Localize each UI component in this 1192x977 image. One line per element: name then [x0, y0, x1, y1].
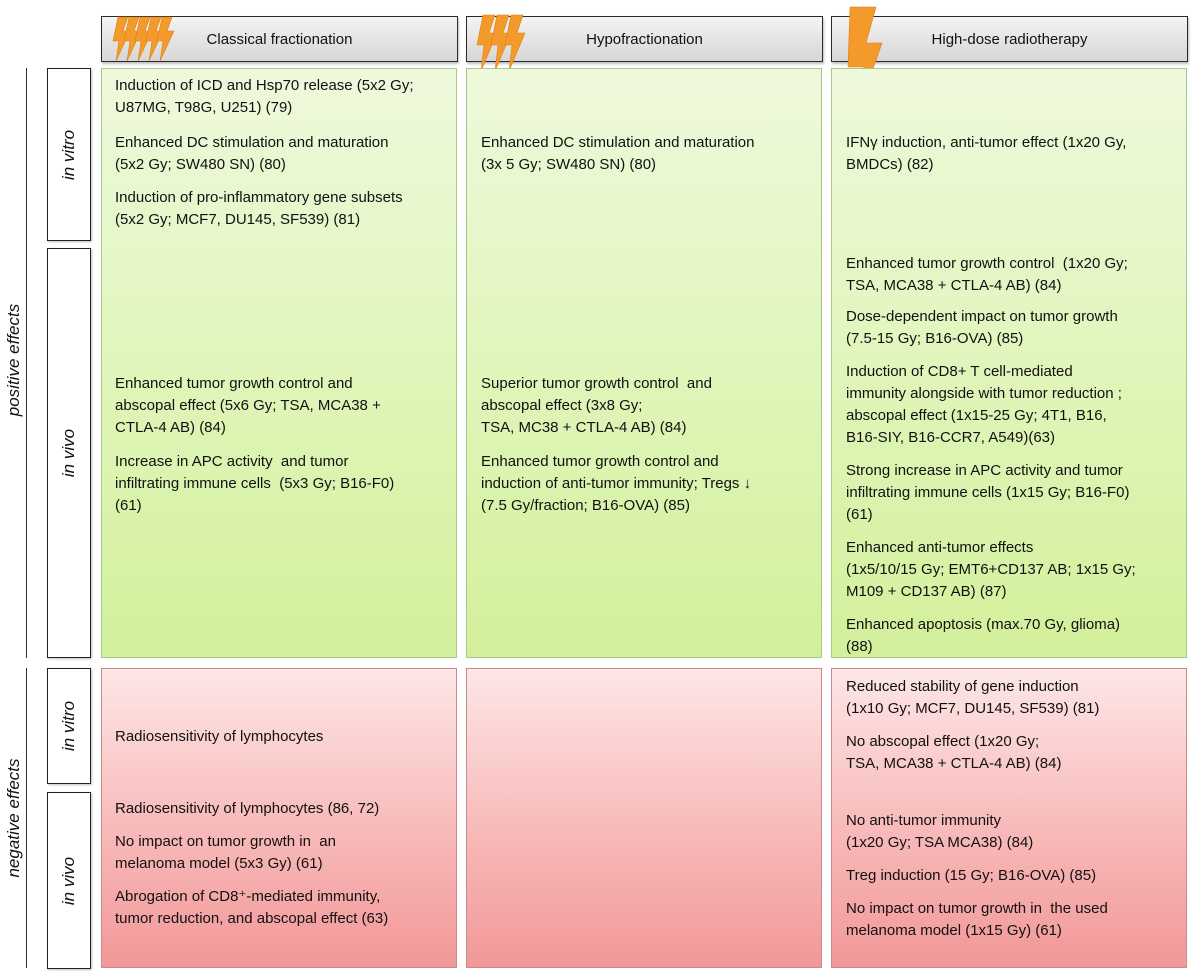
- subrow-label-negative-in-vitro: in vitro: [47, 668, 91, 784]
- lightning-bolts-icon: [106, 15, 186, 65]
- finding-item: Treg induction (15 Gy; B16-OVA) (85): [846, 867, 1097, 884]
- finding-item: Induction of pro-inflammatory gene subsets (5x2 Gy; MCF7, DU145, SF539) (81): [115, 189, 403, 228]
- finding-item: Increase in APC activity and tumor infiltrating immune cells (5x3 Gy; B16-F0) (61): [115, 453, 395, 514]
- finding-item: Enhanced apoptosis (max.70 Gy, glioma) (88): [846, 616, 1121, 655]
- finding-item: No abscopal effect (1x20 Gy; TSA, MCA38 + CTLA-4 AB) (84): [846, 733, 1062, 772]
- subrow-label-positive-in-vitro: in vitro: [47, 68, 91, 241]
- finding-item: No impact on tumor growth in the used melanoma model (1x15 Gy) (61): [846, 900, 1108, 939]
- finding-item: Dose-dependent impact on tumor growth (7.5-15 Gy; B16-OVA) (85): [846, 308, 1118, 347]
- positive-effects-bracket: [26, 68, 27, 658]
- finding-item: No anti-tumor immunity (1x20 Gy; TSA MCA38) (84): [846, 812, 1034, 851]
- subrow-label-positive-in-vivo: in vivo: [47, 248, 91, 658]
- finding-item: No impact on tumor growth in an melanoma model (5x3 Gy) (61): [115, 833, 336, 872]
- column-header-label: Hypofractionation: [586, 30, 703, 48]
- finding-item: Enhanced tumor growth control and induction of anti-tumor immunity; Tregs ↓ (7.5 Gy/fraction; B16-OVA) (85): [481, 453, 752, 514]
- finding-item: Induction of CD8+ T cell-mediated immunity alongside with tumor reduction ; abscopal effect (1x15-25 Gy; 4T1, B16, B16-SIY, B16-CCR7, A549)(63): [846, 363, 1122, 446]
- finding-item: Induction of ICD and Hsp70 release (5x2 Gy; U87MG, T98G, U251) (79): [115, 77, 414, 116]
- positive-effects-label: positive effects: [4, 303, 23, 417]
- cell-negative-hypofractionation: [466, 668, 822, 968]
- negative-effects-bracket: [26, 668, 27, 968]
- subrow-label-negative-in-vivo: in vivo: [47, 792, 91, 969]
- column-header-high-dose: [831, 16, 1188, 62]
- finding-item: Enhanced anti-tumor effects (1x5/10/15 Gy; EMT6+CD137 AB; 1x15 Gy; M109 + CD137 AB) (87): [846, 539, 1136, 600]
- column-header-label: High-dose radiotherapy: [931, 30, 1088, 48]
- finding-item: Enhanced DC stimulation and maturation (5x2 Gy; SW480 SN) (80): [115, 134, 389, 173]
- finding-item: Enhanced DC stimulation and maturation (3x 5 Gy; SW480 SN) (80): [481, 134, 755, 173]
- column-header-label: Classical fractionation: [206, 30, 353, 48]
- finding-item: Radiosensitivity of lymphocytes (86, 72): [115, 800, 380, 817]
- lightning-bolts-icon: [473, 13, 533, 73]
- negative-effects-label: negative effects: [4, 758, 23, 878]
- finding-item: Enhanced tumor growth control (1x20 Gy; TSA, MCA38 + CTLA-4 AB) (84): [846, 255, 1128, 294]
- finding-item: Strong increase in APC activity and tumor infiltrating immune cells (1x15 Gy; B16-F0) (61): [846, 462, 1130, 523]
- finding-item: IFNγ induction, anti-tumor effect (1x20 Gy, BMDCs) (82): [846, 134, 1127, 173]
- finding-item: Superior tumor growth control and abscopal effect (3x8 Gy; TSA, MC38 + CTLA-4 AB) (84): [481, 375, 712, 436]
- column-header-classical: [101, 16, 458, 62]
- finding-item: Radiosensitivity of lymphocytes: [115, 728, 324, 745]
- column-header-hypofractionation: [466, 16, 823, 62]
- finding-item: Reduced stability of gene induction (1x10 Gy; MCF7, DU145, SF539) (81): [846, 678, 1100, 717]
- finding-item: Enhanced tumor growth control and abscopal effect (5x6 Gy; TSA, MCA38 + CTLA-4 AB) (84): [115, 375, 381, 436]
- finding-item: Abrogation of CD8⁺-mediated immunity, tumor reduction, and abscopal effect (63): [115, 888, 389, 927]
